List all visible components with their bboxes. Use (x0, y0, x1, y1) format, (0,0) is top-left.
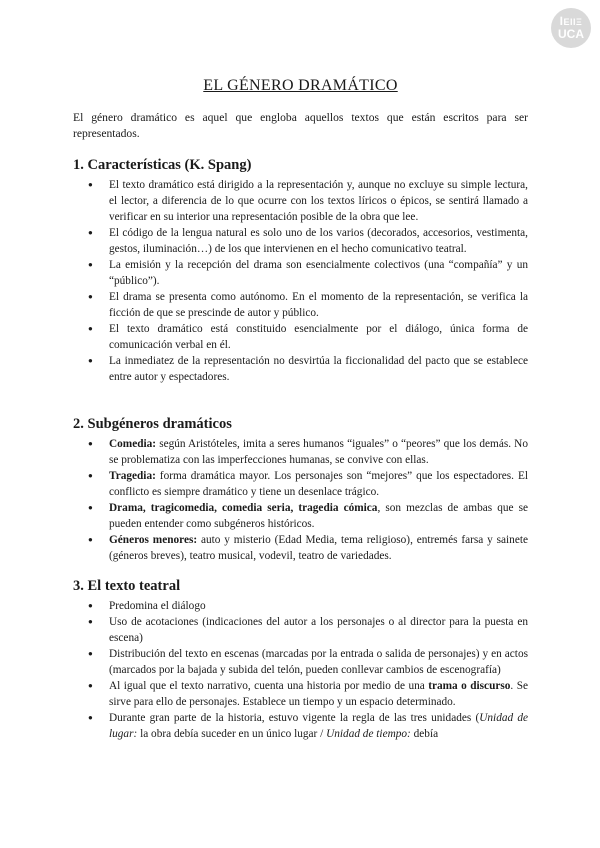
bullet-list (73, 436, 528, 564)
logo-line-1: ꟾEIIΞ (559, 17, 583, 27)
list-item: ● Distribución del texto en escenas (marcadas por la entrada o salida de personajes) y en actos (marcados por la bajada y subida del telón, pueden conllevar cambios de escenografía) (109, 646, 528, 678)
list-item: ● El texto dramático está constituido esencialmente por el diálogo, única forma de comunicación verbal en él. (109, 321, 528, 353)
section-texto-teatral (73, 577, 528, 742)
list-item: ● La emisión y la recepción del drama son esencialmente colectivos (una “compañía” y un “público”). (109, 257, 528, 289)
list-item: ● Comedia: según Aristóteles, imita a seres humanos “iguales” o “peores” que los demás. No se problematiza con las imperfecciones humanas, se convive con ellas. (109, 436, 528, 468)
section-heading: 2. Subgéneros dramáticos (73, 416, 232, 432)
intro-paragraph: El género dramático es aquel que engloba aquellos textos que están escritos para ser representados. (73, 111, 528, 140)
bullet-list (73, 598, 528, 742)
list-item: ● El texto dramático está dirigido a la representación y, aunque no excluye su simple lectura, el lector, a diferencia de lo que ocurre con los textos líricos o épicos, se sentirá llamado a verificar en su interior una representación posible de la obra que lee. (109, 177, 528, 225)
list-item: ● Tragedia: forma dramática mayor. Los personajes son “mejores” que los espectadores. El conflicto es siempre dramático y tiene un desenlace trágico. (109, 468, 528, 500)
list-item: ● Durante gran parte de la historia, estuvo vigente la regla de las tres unidades (Unidad de lugar: la obra debía suceder en un único lugar / Unidad de tiempo: debía (109, 710, 528, 742)
list-item: ● El drama se presenta como autónomo. En el momento de la representación, se verifica la ficción de que se prescinde de autor y público. (109, 289, 528, 321)
list-item: ● Predomina el diálogo (109, 598, 528, 614)
list-item: ● Drama, tragicomedia, comedia seria, tragedia cómica, son mezclas de ambas que se pueden entender como subgéneros históricos. (109, 500, 528, 532)
section-heading: 3. El texto teatral (73, 578, 181, 594)
watermark-logo (551, 8, 591, 48)
list-item: ● Géneros menores: auto y misterio (Edad Media, tema religioso), entremés farsa y sainete (géneros breves), teatro musical, vodevil, teatro de variedades. (109, 532, 528, 564)
section-caracteristicas (73, 156, 528, 385)
section-heading: 1. Características (K. Spang) (73, 157, 252, 173)
list-item: ● La inmediatez de la representación no desvirtúa la ficcionalidad del pacto que se establece entre autor y espectadores. (109, 353, 528, 385)
document-title: EL GÉNERO DRAMÁTICO (203, 77, 398, 94)
list-item: ● Al igual que el texto narrativo, cuenta una historia por medio de una trama o discurso. Se sirve para ello de personajes. Establece un tiempo y un espacio determinado. (109, 678, 528, 710)
logo-line-2: UCA (558, 27, 584, 41)
section-subgeneros (73, 415, 528, 564)
list-item: ● Uso de acotaciones (indicaciones del autor a los personajes o al director para la puesta en escena) (109, 614, 528, 646)
bullet-list (73, 177, 528, 385)
list-item: ● El código de la lengua natural es solo uno de los varios (decorados, accesorios, vestimenta, gestos, iluminación…) de los que intervienen en el hecho comunicativo teatral. (109, 225, 528, 257)
